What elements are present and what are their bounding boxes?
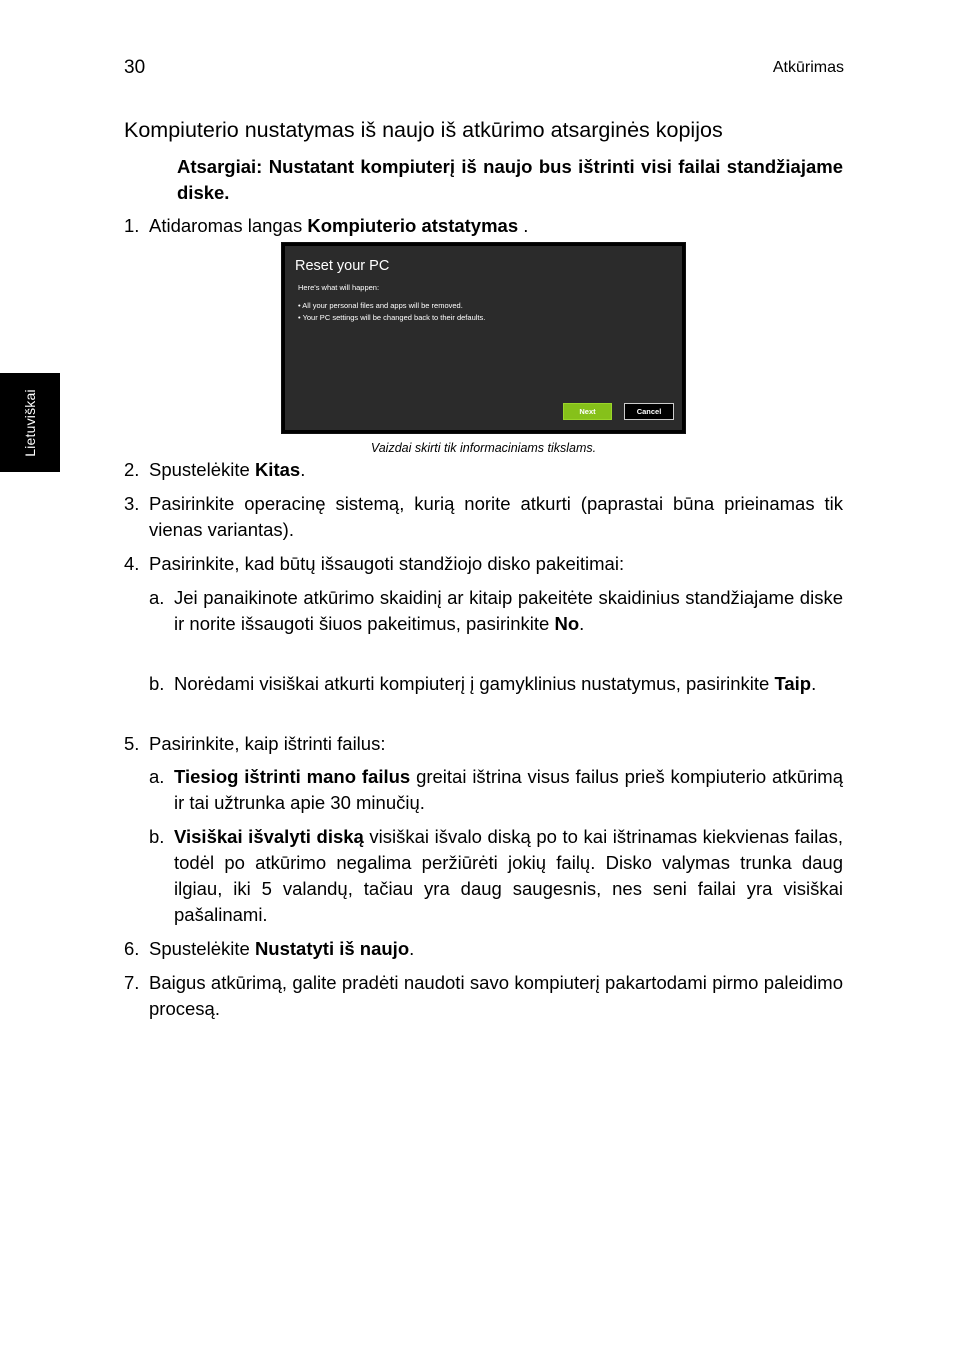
step-letter: a. (149, 587, 165, 608)
caution-note: Atsargiai: Nustatant kompiuterį iš naujo bus ištrinti visi failai standžiajame diske. (177, 156, 843, 203)
step-5b (149, 824, 844, 928)
step-text: Baigus atkūrimą, galite pradėti naudoti savo kompiuterį pakartodami pirmo paleidimo procesą. (149, 972, 843, 1019)
step-6 (124, 936, 844, 962)
language-side-tab (0, 373, 60, 472)
step-text: Pasirinkite operacinę sistemą, kurią norite atkurti (paprastai būna prieinamas tik vienas variantas). (149, 493, 843, 540)
screenshot-title: Reset your PC (295, 258, 390, 274)
step-text: Pasirinkite, kad būtų išsaugoti standžiojo disko pakeitimai: (149, 553, 625, 574)
screenshot-caption: Vaizdai skirti tik informaciniams tikslams. (370, 441, 597, 455)
step-text: Spustelėkite Kitas. (149, 459, 306, 480)
step-4 (124, 551, 844, 577)
reset-pc-screenshot (281, 242, 686, 434)
cancel-button[interactable]: Cancel (624, 403, 674, 420)
step-number: 2. (124, 459, 140, 480)
step-4b (149, 671, 844, 723)
step-text: Spustelėkite Nustatyti iš naujo. (149, 938, 415, 959)
next-button[interactable]: Next (563, 403, 612, 420)
page-number: 30 (124, 57, 146, 78)
step-number: 6. (124, 938, 140, 959)
step-4a (149, 585, 844, 663)
step-text: Pasirinkite, kaip ištrinti failus: (149, 733, 386, 754)
step-5a (149, 764, 844, 816)
side-tab-label: Lietuviškai (22, 388, 38, 457)
step-bold: Visiškai išvalyti diską (174, 826, 364, 847)
step-bold: Nustatyti iš naujo (254, 938, 410, 959)
step-1 (124, 213, 844, 239)
step-7 (124, 970, 844, 1022)
step-number: 3. (124, 493, 140, 514)
running-title: Atkūrimas (772, 59, 844, 76)
step-5 (124, 731, 844, 757)
step-bold: Kitas (254, 459, 301, 480)
step-bold: Kompiuterio atstatymas (307, 215, 519, 236)
step-text: Norėdami visiškai atkurti kompiuterį į gamyklinius nustatymus, pasirinkite Taip. (174, 673, 817, 694)
step-3 (124, 491, 844, 543)
step-letter: a. (149, 766, 165, 787)
step-bold: No (554, 613, 580, 634)
step-bold: Tiesiog ištrinti mano failus (174, 766, 411, 787)
section-title: Kompiuterio nustatymas iš naujo iš atkūrimo atsarginės kopijos (124, 118, 723, 142)
screenshot-bullet: • All your personal files and apps will be removed. (298, 301, 463, 310)
step-text: Visiškai išvalyti diską visiškai išvalo diską po to kai ištrinamas kiekvienas failas, todėl po atkūrimo negalima peržiūrėti jokių failų. Disko valymas trunka daug ilgiau, iki 5 valandų, tačiau yra daug saugesnis, nes seni failai yra visiškai pašalinami. (174, 826, 843, 925)
step-text: Jei panaikinote atkūrimo skaidinį ar kitaip pakeitėte skaidinius standžiajame diske ir norite išsaugoti šiuos pakeitimus, pasirinkite No. (174, 587, 843, 634)
step-text: Tiesiog ištrinti mano failus greitai ištrina visus failus prieš kompiuterio atkūrimą ir tai užtrunka apie 30 minučių. (174, 766, 843, 813)
step-2 (124, 457, 844, 483)
step-bold: Taip (774, 673, 812, 694)
step-letter: b. (149, 826, 165, 847)
step-letter: b. (149, 673, 165, 694)
step-number: 7. (124, 972, 140, 993)
step-number: 1. (124, 215, 140, 236)
screenshot-bullet: • Your PC settings will be changed back to their defaults. (298, 313, 486, 322)
step-number: 4. (124, 553, 140, 574)
step-number: 5. (124, 733, 140, 754)
screenshot-subtitle: Here's what will happen: (298, 283, 380, 292)
screenshot-panel (285, 246, 682, 430)
step-text: Atidaromas langas Kompiuterio atstatymas . (149, 215, 529, 236)
